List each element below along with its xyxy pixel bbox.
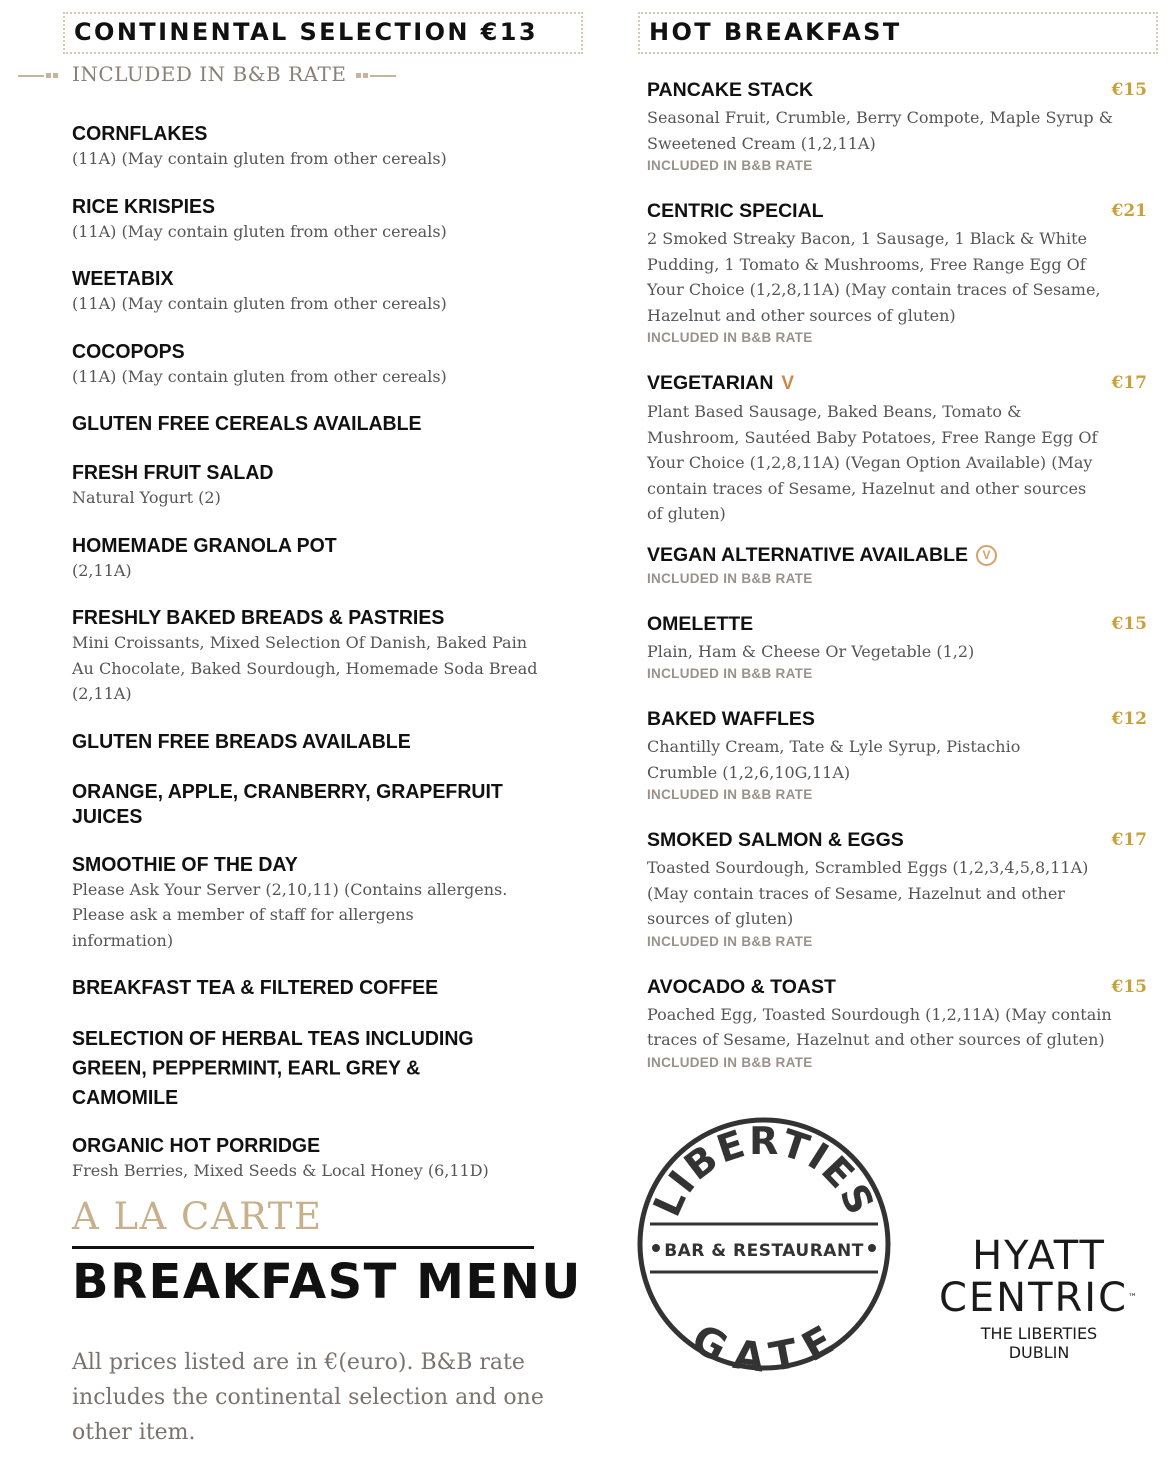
item-price: €12 [1111,709,1147,729]
item-description: Mini Croissants, Mixed Selection Of Danish, Baked Pain Au Chocolate, Baked Sourdough, Homemade Soda Bread (2,11A) [72,633,538,703]
bb-rate-note: INCLUDED IN B&B RATE [647,787,813,802]
continental-header-box [63,12,583,54]
menu-title: BREAKFAST MENU [72,1254,582,1310]
item-name: COCOPOPS [72,339,185,363]
menu-item [647,199,1147,348]
menu-item [72,605,572,707]
divider-ornament-right-dot [363,73,368,78]
menu-item [647,78,1147,176]
menu-item [72,339,572,390]
menu-item [72,533,572,584]
item-name: BAKED WAFFLES [647,708,815,730]
item-description: Plain, Ham & Cheese Or Vegetable (1,2) [647,641,975,661]
logo-dot [868,1244,876,1252]
menu-item [72,1024,572,1108]
bb-rate-note: INCLUDED IN B&B RATE [647,570,813,586]
item-description: (11A) (May contain gluten from other cereals) [72,221,447,241]
bb-rate-note: INCLUDED IN B&B RATE [647,1054,813,1070]
item-name: GLUTEN FREE BREADS AVAILABLE [72,729,411,753]
hot-breakfast-title: HOT BREAKFAST [649,18,902,46]
menu-item [72,729,572,753]
item-name: BREAKFAST TEA & FILTERED COFFEE [72,976,439,1000]
item-name: AVOCADO & TOAST [647,975,836,998]
vegan-icon: V [976,545,997,566]
hot-breakfast-list [647,78,1147,1096]
menu-item [647,543,1147,589]
menu-item [647,975,1147,1073]
item-name-row [647,371,1147,396]
menu-item [647,371,1147,527]
pricing-note: All prices listed are in €(euro). B&B rate includes the continental selection and one other item. [72,1350,544,1445]
logo-dot [652,1244,660,1252]
menu-item [72,121,572,172]
menu-item [72,852,572,954]
item-price: €15 [1111,613,1147,634]
item-name-row [647,543,1147,567]
item-price: €21 [1111,201,1147,221]
item-description: 2 Smoked Streaky Bacon, 1 Sausage, 1 Black & White Pudding, 1 Tomato & Mushrooms, Free Range Egg Of Your Choice (1,2,8,11A) (May contain traces of Sesame, Hazelnut and other sources of gluten) [647,229,1101,325]
bb-rate-note: INCLUDED IN B&B RATE [647,933,813,949]
item-description: (2,11A) [72,560,132,580]
trademark-symbol: ™ [1128,1293,1140,1303]
hyatt-wordmark: HYATT [972,1233,1106,1279]
menu-item [647,828,1147,952]
item-name: CORNFLAKES [72,122,208,146]
item-name: RICE KRISPIES [72,194,216,218]
bb-rate-note: INCLUDED IN B&B RATE [647,330,813,345]
continental-subtitle: INCLUDED IN B&B RATE [72,62,347,86]
item-name: ORGANIC HOT PORRIDGE [72,1134,321,1158]
menu-item [72,266,572,317]
vegetarian-icon: V [781,373,795,394]
item-description: (11A) (May contain gluten from other cereals) [72,294,447,313]
item-description: Chantilly Cream, Tate & Lyle Syrup, Pistachio Crumble (1,2,6,10G,11A) [647,737,1021,782]
logo-bottom-text: GATE [684,1315,845,1372]
menu-item [72,975,572,999]
divider-ornament-right [370,75,396,77]
item-name: SELECTION OF HERBAL TEAS INCLUDING GREEN, PEPPERMINT, EARL GREY & CAMOMILE [72,1027,474,1110]
item-name: FRESH FRUIT SALAD [72,461,274,485]
bb-rate-note: INCLUDED IN B&B RATE [647,158,813,173]
item-description: Toasted Sourdough, Scrambled Eggs (1,2,3,4,5,8,11A) (May contain traces of Sesame, Hazelnut and other sources of gluten) [647,858,1089,928]
item-description: (11A) (May contain gluten from other cereals) [72,366,447,386]
title-divider [72,1246,534,1249]
divider-ornament-left [18,75,44,77]
logo-middle-text: BAR & RESTAURANT [664,1241,864,1261]
item-price: €15 [1111,976,1147,997]
menu-item [72,194,572,245]
menu-item [72,460,572,511]
item-name: SMOKED SALMON & EGGS [647,829,904,851]
location-line: THE LIBERTIES [980,1324,1098,1343]
item-name: SMOOTHIE OF THE DAY [72,852,298,876]
divider-ornament-left-dot [46,73,51,78]
menu-item [72,411,572,435]
item-price: €15 [1111,80,1147,100]
item-name: HOMEMADE GRANOLA POT [72,533,337,557]
item-description: Plant Based Sausage, Baked Beans, Tomato & Mushroom, Sautéed Baby Potatoes, Free Range Egg Of Your Choice (1,2,8,11A) (Vegan Option Available) (May contain traces of Sesame, Hazelnut and other sources of gluten) [647,402,1098,523]
item-description: Seasonal Fruit, Crumble, Berry Compote, Maple Syrup & Sweetened Cream (1,2,11A) [647,108,1113,153]
item-description: Poached Egg, Toasted Sourdough (1,2,11A) (May contain traces of Sesame, Hazelnut and other sources of gluten) [647,1004,1112,1049]
item-price: €17 [1111,830,1147,850]
item-description: Please Ask Your Server (2,10,11) (Contains allergens. Please ask a member of staff for allergens information) [72,879,508,950]
centric-wordmark: CENTRIC [938,1275,1129,1321]
item-description: Natural Yogurt (2) [72,488,221,507]
item-name: OMELETTE [647,612,754,635]
bb-rate-note: INCLUDED IN B&B RATE [647,666,813,681]
liberties-gate-logo [636,1116,892,1372]
a-la-carte-label: A LA CARTE [72,1195,323,1238]
divider-ornament-right-dot [356,73,361,78]
item-name: FRESHLY BAKED BREADS & PASTRIES [72,606,445,630]
item-description: (11A) (May contain gluten from other cereals) [72,149,447,168]
divider-ornament-left-dot [53,73,58,78]
hyatt-centric-logo [934,1233,1144,1362]
hot-breakfast-header-box [638,12,1158,54]
item-name: VEGETARIAN [647,372,774,394]
logo-top-text: LIBERTIES [644,1118,884,1223]
item-name: GLUTEN FREE CEREALS AVAILABLE [72,412,422,436]
continental-title: CONTINENTAL SELECTION €13 [74,18,538,46]
item-name: PANCAKE STACK [647,79,814,101]
menu-item [72,1133,572,1184]
menu-item [647,612,1147,685]
city-line: DUBLIN [1008,1343,1070,1362]
item-price: €17 [1111,373,1147,393]
menu-item [647,707,1147,805]
menu-item [72,779,572,827]
item-description: Fresh Berries, Mixed Seeds & Local Honey (6,11D) [72,1161,489,1180]
item-name: WEETABIX [72,267,174,291]
item-name: CENTRIC SPECIAL [647,200,824,222]
centric-wordmark-row [934,1276,1144,1320]
item-name: ORANGE, APPLE, CRANBERRY, GRAPEFRUIT JUICES [72,779,503,828]
item-name: VEGAN ALTERNATIVE AVAILABLE [647,543,969,566]
continental-list [72,121,572,1206]
